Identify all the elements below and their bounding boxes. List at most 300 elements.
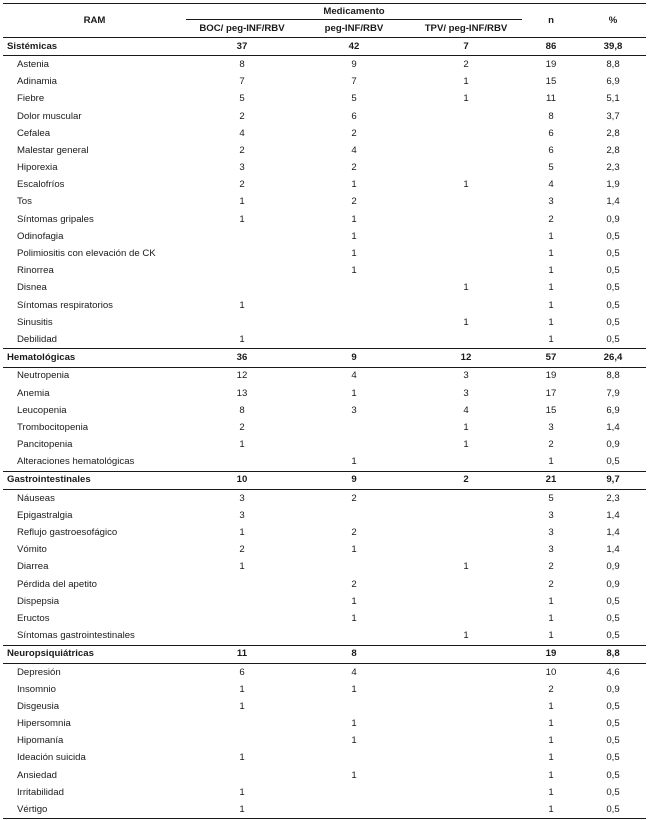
cell-n: 3	[548, 421, 554, 433]
cell-boc: 4	[239, 127, 245, 139]
cell-boc: 8	[239, 58, 245, 70]
cell-pct: 0,5	[606, 265, 620, 277]
category-row	[3, 349, 646, 367]
cell-n: 1	[548, 248, 554, 260]
cell-pct: 0,5	[606, 282, 620, 294]
cell-n: 11	[546, 93, 556, 105]
cell-n: 1	[548, 735, 554, 747]
cell-peg: 9	[298, 349, 410, 367]
cell-boc	[186, 733, 298, 750]
category-row	[3, 645, 646, 663]
cell-pct: 5,1	[606, 93, 620, 105]
cell-pct: 39,8	[580, 38, 646, 56]
cell-ram: Leucopenia	[17, 404, 67, 416]
cell-peg: 1	[351, 718, 357, 730]
cell-n: 19	[522, 645, 580, 663]
cell-n: 5	[548, 162, 554, 174]
cell-peg: 1	[351, 735, 357, 747]
table-row	[3, 559, 646, 576]
cell-n: 5	[548, 492, 554, 504]
cell-peg: 4	[351, 666, 357, 678]
table-row	[3, 681, 646, 698]
cell-peg: 1	[351, 769, 357, 781]
cell-ram: Depresión	[17, 666, 61, 678]
cell-tpv	[410, 228, 522, 245]
cell-tpv	[410, 663, 522, 681]
table-header	[3, 4, 646, 38]
cell-tpv: 1	[463, 421, 469, 433]
table-row	[3, 125, 646, 142]
cell-ram: Sistémicas	[3, 38, 186, 56]
cell-peg	[298, 436, 410, 453]
cell-boc: 36	[186, 349, 298, 367]
cell-boc: 1	[239, 700, 245, 712]
table-row	[3, 297, 646, 314]
cell-pct: 26,4	[580, 349, 646, 367]
cell-boc	[186, 627, 298, 645]
cell-ram: Alteraciones hematológicas	[17, 456, 135, 468]
cell-n: 2	[548, 683, 554, 695]
header-peg: peg-INF/RBV	[298, 20, 410, 38]
cell-ram: Vómito	[17, 544, 47, 556]
cell-ram: Disgeusia	[17, 700, 60, 712]
table-row	[3, 576, 646, 593]
table-row	[3, 402, 646, 419]
cell-tpv	[410, 784, 522, 801]
cell-pct: 0,5	[606, 248, 620, 260]
cell-tpv	[410, 541, 522, 558]
table-row	[3, 627, 646, 645]
cell-pct: 2,8	[606, 127, 620, 139]
cell-pct: 0,5	[606, 299, 620, 311]
cell-pct: 1,4	[606, 527, 620, 539]
cell-ram: Cefalea	[17, 127, 51, 139]
cell-peg: 2	[351, 527, 357, 539]
cell-peg: 1	[351, 213, 357, 225]
cell-peg: 3	[351, 404, 357, 416]
table-row	[3, 385, 646, 402]
cell-n: 10	[545, 666, 557, 678]
cell-tpv	[410, 194, 522, 211]
cell-pct: 6,9	[606, 404, 620, 416]
cell-n: 15	[545, 76, 557, 88]
cell-tpv	[410, 262, 522, 279]
header-n: n	[522, 4, 580, 38]
cell-boc	[186, 715, 298, 732]
cell-boc: 1	[239, 299, 245, 311]
cell-pct: 8,8	[580, 645, 646, 663]
cell-tpv	[410, 159, 522, 176]
cell-n: 1	[522, 801, 580, 819]
cell-n: 1	[548, 333, 554, 345]
cell-boc: 1	[239, 213, 245, 225]
cell-peg: 4	[351, 144, 357, 156]
header-tpv: TPV/ peg-INF/RBV	[410, 20, 522, 38]
cell-peg: 2	[351, 492, 357, 504]
cell-peg: 1	[351, 456, 357, 468]
cell-peg: 1	[351, 683, 357, 695]
cell-peg: 1	[351, 248, 357, 260]
cell-ram: Náuseas	[17, 492, 55, 504]
cell-tpv	[410, 507, 522, 524]
cell-n: 4	[548, 179, 554, 191]
cell-n: 1	[548, 769, 554, 781]
cell-n: 2	[548, 213, 554, 225]
cell-pct: 0,5	[606, 786, 620, 798]
cell-peg	[298, 801, 410, 819]
cell-peg: 2	[351, 578, 357, 590]
cell-ram: Disnea	[17, 282, 47, 294]
cell-tpv	[410, 297, 522, 314]
cell-n: 1	[548, 752, 554, 764]
cell-peg: 4	[351, 370, 357, 382]
cell-ram: Astenia	[17, 58, 49, 70]
cell-peg	[298, 750, 410, 767]
cell-boc: 7	[239, 76, 245, 88]
cell-boc: 2	[239, 110, 245, 122]
cell-tpv	[410, 108, 522, 125]
table-row	[3, 194, 646, 211]
cell-peg	[298, 331, 410, 349]
cell-pct: 0,5	[606, 718, 620, 730]
cell-pct: 0,5	[606, 612, 620, 624]
cell-ram: Pérdida del apetito	[17, 578, 98, 590]
cell-pct: 7,9	[606, 387, 620, 399]
table-body	[3, 38, 646, 819]
cell-boc	[186, 610, 298, 627]
cell-peg: 42	[298, 38, 410, 56]
cell-pct: 0,9	[606, 561, 620, 573]
cell-tpv	[410, 211, 522, 228]
cell-n: 57	[522, 349, 580, 367]
cell-boc: 2	[239, 544, 245, 556]
table-row	[3, 159, 646, 176]
cell-boc	[186, 576, 298, 593]
cell-tpv: 12	[410, 349, 522, 367]
cell-peg: 1	[351, 387, 357, 399]
header-boc: BOC/ peg-INF/RBV	[186, 20, 298, 38]
ram-table	[3, 3, 646, 819]
cell-pct: 0,5	[606, 595, 620, 607]
cell-ram: Síntomas gripales	[17, 213, 94, 225]
cell-tpv	[410, 454, 522, 472]
cell-boc: 5	[239, 93, 245, 105]
cell-tpv	[410, 715, 522, 732]
table-row	[3, 245, 646, 262]
cell-n: 1	[548, 612, 554, 624]
cell-pct: 3,7	[606, 110, 620, 122]
cell-ram: Insomnio	[17, 683, 56, 695]
cell-tpv: 1	[463, 316, 469, 328]
table-row	[3, 489, 646, 507]
cell-boc: 1	[239, 439, 245, 451]
cell-tpv	[410, 733, 522, 750]
cell-tpv: 1	[463, 76, 469, 88]
cell-pct: 6,9	[606, 76, 620, 88]
table-row	[3, 715, 646, 732]
cell-ram: Reflujo gastroesofágico	[17, 527, 118, 539]
cell-tpv	[410, 524, 522, 541]
cell-ram: Síntomas respiratorios	[17, 299, 113, 311]
table-row	[3, 228, 646, 245]
cell-peg	[298, 314, 410, 331]
cell-ram: Polimiositis con elevación de CK	[17, 248, 156, 260]
cell-pct: 0,9	[606, 578, 620, 590]
table-row	[3, 698, 646, 715]
cell-pct: 4,6	[606, 666, 620, 678]
cell-peg: 1	[351, 612, 357, 624]
table-row	[3, 436, 646, 453]
table-row	[3, 262, 646, 279]
cell-n: 2	[548, 578, 554, 590]
cell-ram: Hipomanía	[17, 735, 64, 747]
cell-ram: Adinamia	[17, 76, 57, 88]
cell-peg	[298, 280, 410, 297]
cell-ram: Sinusitis	[17, 316, 53, 328]
cell-tpv	[410, 610, 522, 627]
cell-peg	[298, 297, 410, 314]
header-ram: RAM	[3, 4, 186, 38]
cell-boc: 2	[239, 179, 245, 191]
cell-boc: 8	[239, 404, 245, 416]
cell-ram: Neuropsiquiátricas	[3, 645, 186, 663]
cell-tpv: 3	[463, 387, 469, 399]
cell-n: 1	[548, 299, 554, 311]
cell-tpv	[410, 489, 522, 507]
cell-pct: 1,4	[606, 196, 620, 208]
cell-n: 1	[548, 630, 554, 642]
cell-pct: 1,4	[606, 509, 620, 521]
cell-ram: Ansiedad	[17, 769, 58, 781]
cell-peg: 9	[298, 471, 410, 489]
cell-ram: Tos	[17, 196, 32, 208]
table-row	[3, 211, 646, 228]
cell-ram: Hiporexia	[17, 162, 58, 174]
cell-n: 15	[545, 404, 557, 416]
cell-tpv: 1	[463, 630, 469, 642]
cell-pct: 0,9	[606, 439, 620, 451]
table-row	[3, 419, 646, 436]
cell-n: 2	[548, 561, 554, 573]
cell-ram: Anemia	[17, 387, 50, 399]
cell-pct: 0,5	[606, 316, 620, 328]
cell-peg: 6	[351, 110, 357, 122]
table-row	[3, 331, 646, 349]
cell-tpv	[410, 576, 522, 593]
cell-boc	[186, 228, 298, 245]
cell-pct: 1,4	[606, 544, 620, 556]
table-row	[3, 56, 646, 74]
cell-boc	[186, 454, 298, 472]
cell-peg: 2	[351, 127, 357, 139]
cell-tpv: 4	[463, 404, 469, 416]
table-row	[3, 108, 646, 125]
table-row	[3, 801, 646, 819]
cell-boc	[186, 245, 298, 262]
cell-ram: Diarrea	[17, 561, 49, 573]
cell-n: 21	[522, 471, 580, 489]
table-row	[3, 454, 646, 472]
cell-boc	[186, 280, 298, 297]
table-row	[3, 177, 646, 194]
cell-boc	[186, 314, 298, 331]
header-medicamento: Medicamento	[186, 4, 522, 20]
cell-n: 1	[548, 595, 554, 607]
table-row	[3, 91, 646, 108]
cell-boc	[186, 593, 298, 610]
cell-boc: 1	[239, 527, 245, 539]
cell-peg: 7	[351, 76, 357, 88]
cell-tpv	[410, 331, 522, 349]
cell-n: 3	[548, 527, 554, 539]
table-row	[3, 541, 646, 558]
cell-tpv	[410, 681, 522, 698]
cell-boc	[186, 262, 298, 279]
cell-peg: 2	[351, 196, 357, 208]
cell-tpv	[410, 767, 522, 784]
cell-pct: 1,4	[606, 421, 620, 433]
cell-ram: Rinorrea	[17, 265, 54, 277]
cell-tpv: 1	[463, 282, 469, 294]
cell-ram: Hipersomnia	[17, 718, 71, 730]
cell-pct: 8,8	[606, 370, 620, 382]
cell-peg: 5	[351, 93, 357, 105]
cell-tpv: 1	[463, 439, 469, 451]
cell-n: 1	[548, 230, 554, 242]
cell-peg	[298, 559, 410, 576]
cell-boc: 3	[239, 162, 245, 174]
cell-ram: Neutropenia	[17, 370, 70, 382]
cell-pct: 0,5	[606, 752, 620, 764]
cell-tpv: 1	[463, 561, 469, 573]
cell-peg	[298, 419, 410, 436]
cell-boc: 1	[239, 683, 245, 695]
cell-tpv	[410, 645, 522, 663]
cell-ram: Hematológicas	[3, 349, 186, 367]
cell-ram: Malestar general	[17, 144, 89, 156]
cell-ram: Dolor muscular	[17, 110, 82, 122]
cell-tpv	[410, 698, 522, 715]
cell-n: 17	[545, 387, 557, 399]
cell-boc: 12	[236, 370, 248, 382]
cell-peg: 1	[351, 595, 357, 607]
cell-peg	[298, 784, 410, 801]
cell-n: 1	[548, 786, 554, 798]
table-row	[3, 593, 646, 610]
cell-boc: 3	[239, 492, 245, 504]
cell-tpv: 2	[463, 58, 469, 70]
cell-pct: 1,9	[606, 179, 620, 191]
table-row	[3, 142, 646, 159]
cell-n: 19	[545, 58, 557, 70]
cell-boc: 1	[239, 196, 245, 208]
cell-n: 1	[548, 700, 554, 712]
cell-tpv	[410, 750, 522, 767]
cell-boc: 13	[236, 387, 248, 399]
cell-ram: Trombocitopenia	[17, 421, 89, 433]
cell-n: 6	[548, 144, 554, 156]
cell-boc: 1	[239, 752, 245, 764]
cell-ram: Epigastralgia	[17, 509, 73, 521]
cell-n: 19	[545, 370, 557, 382]
cell-pct: 0,5	[606, 230, 620, 242]
cell-n: 6	[548, 127, 554, 139]
cell-tpv	[410, 125, 522, 142]
cell-ram: Dispepsia	[17, 595, 60, 607]
cell-ram: Ideación suicida	[17, 752, 86, 764]
cell-pct: 0,5	[580, 801, 646, 819]
cell-n: 1	[548, 265, 554, 277]
cell-ram: Irritabilidad	[17, 786, 64, 798]
cell-ram: Debilidad	[17, 333, 58, 345]
cell-n: 3	[548, 509, 554, 521]
table-row	[3, 507, 646, 524]
cell-n: 1	[548, 316, 554, 328]
cell-peg	[298, 507, 410, 524]
cell-boc: 1	[239, 786, 245, 798]
cell-boc: 6	[239, 666, 245, 678]
table-row	[3, 610, 646, 627]
table-row	[3, 524, 646, 541]
cell-boc: 2	[239, 144, 245, 156]
cell-peg	[298, 627, 410, 645]
cell-boc: 1	[239, 333, 245, 345]
cell-boc: 11	[186, 645, 298, 663]
cell-n: 1	[548, 718, 554, 730]
cell-pct: 0,5	[606, 333, 620, 345]
cell-pct: 9,7	[580, 471, 646, 489]
cell-pct: 8,8	[606, 58, 620, 70]
cell-peg: 1	[351, 230, 357, 242]
cell-peg	[298, 698, 410, 715]
cell-pct: 0,5	[606, 630, 620, 642]
cell-ram: Síntomas gastrointestinales	[17, 630, 135, 642]
cell-pct: 2,3	[606, 162, 620, 174]
cell-tpv	[410, 245, 522, 262]
table-row	[3, 73, 646, 90]
cell-n: 1	[548, 282, 554, 294]
cell-pct: 0,9	[606, 213, 620, 225]
cell-pct: 0,5	[606, 700, 620, 712]
cell-tpv	[410, 142, 522, 159]
cell-boc	[186, 767, 298, 784]
cell-tpv	[410, 593, 522, 610]
table-row	[3, 314, 646, 331]
cell-n: 2	[548, 439, 554, 451]
cell-peg: 2	[351, 162, 357, 174]
cell-ram: Escalofríos	[17, 179, 65, 191]
header-pct: %	[580, 4, 646, 38]
cell-n: 8	[548, 110, 554, 122]
table-row	[3, 784, 646, 801]
cell-ram: Vértigo	[3, 801, 186, 819]
cell-ram: Pancitopenia	[17, 439, 73, 451]
table-row	[3, 733, 646, 750]
cell-boc: 1	[239, 561, 245, 573]
cell-tpv	[410, 801, 522, 819]
cell-ram: Gastrointestinales	[3, 471, 186, 489]
cell-pct: 0,5	[606, 769, 620, 781]
cell-pct: 0,9	[606, 683, 620, 695]
cell-n: 3	[548, 544, 554, 556]
cell-pct: 2,8	[606, 144, 620, 156]
cell-pct: 0,5	[606, 735, 620, 747]
cell-tpv: 3	[463, 370, 469, 382]
cell-boc: 37	[186, 38, 298, 56]
cell-ram: Fiebre	[17, 93, 45, 105]
cell-peg: 8	[298, 645, 410, 663]
cell-n: 86	[522, 38, 580, 56]
